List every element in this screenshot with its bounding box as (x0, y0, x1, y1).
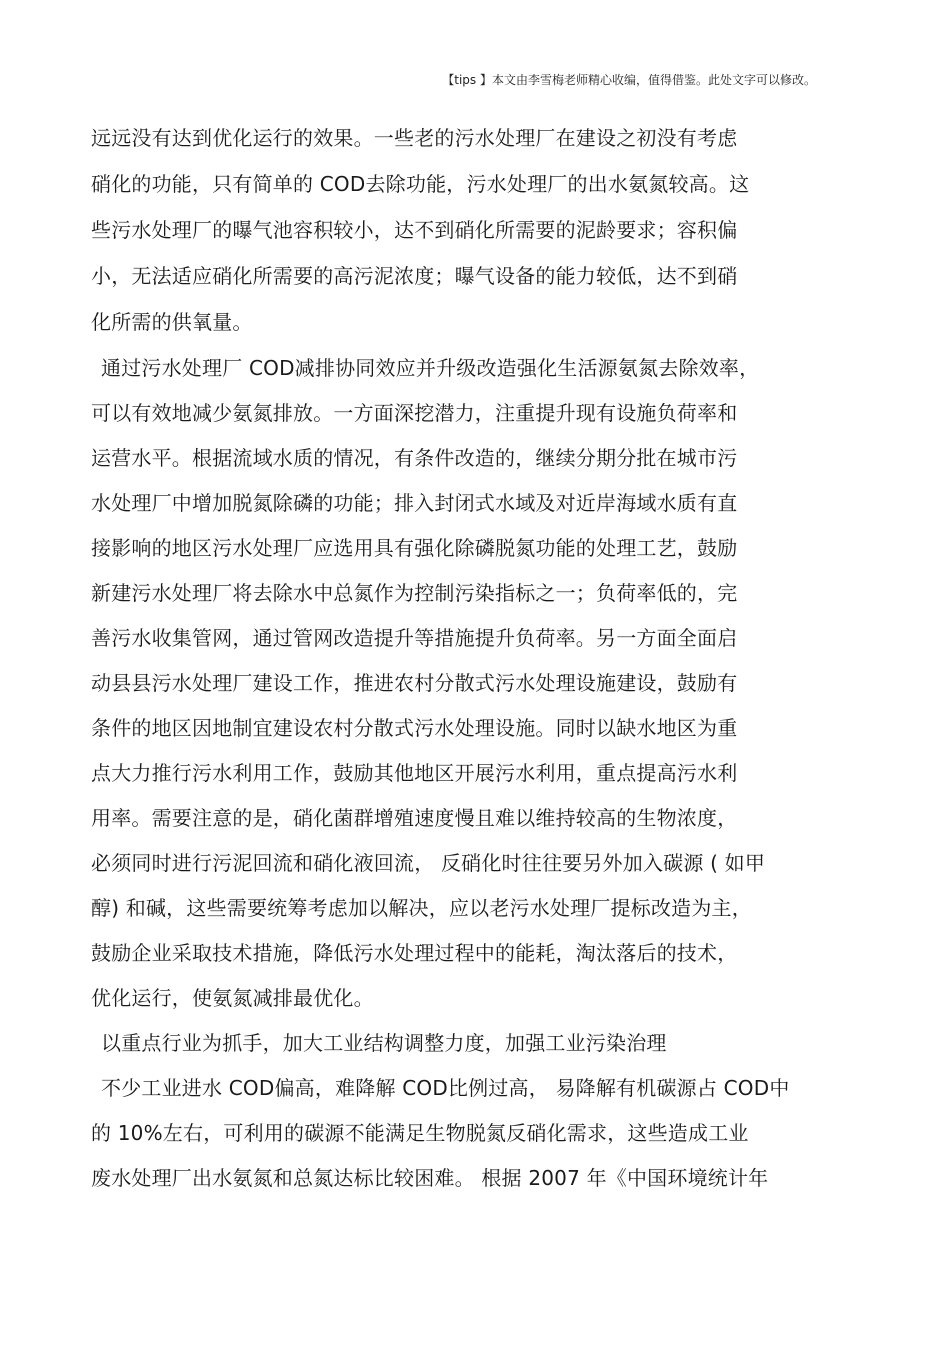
text-line: 不少工业进水 COD偏高，难降解 COD比例过高， 易降解有机碳源占 COD中 (101, 1076, 790, 1100)
text-line: 用率。需要注意的是，硝化菌群增殖速度慢且难以维持较高的生物浓度， (91, 806, 738, 830)
text-line: 优化运行，使氨氮减排最优化。 (91, 986, 374, 1010)
text-line: 新建污水处理厂将去除水中总氮作为控制污染指标之一；负荷率低的，完 (91, 581, 738, 605)
text-line: 善污水收集管网，通过管网改造提升等措施提升负荷率。另一方面全面启 (91, 626, 738, 650)
text-line: 醇) 和碱，这些需要统筹考虑加以解决，应以老污水处理厂提标改造为主， (91, 896, 752, 920)
text-line: 以重点行业为抓手，加大工业结构调整力度，加强工业污染治理 (101, 1031, 667, 1055)
text-line: 些污水处理厂的曝气池容积较小，达不到硝化所需要的泥龄要求；容积偏 (91, 218, 738, 242)
header-tip: 【tips 】本文由李雪梅老师精心收编，值得借鉴。此处文字可以修改。 (442, 73, 816, 87)
text-line: 运营水平。根据流域水质的情况，有条件改造的，继续分期分批在城市污 (91, 446, 738, 470)
text-line: 接影响的地区污水处理厂应选用具有强化除磷脱氮功能的处理工艺，鼓励 (91, 536, 738, 560)
text-line: 硝化的功能，只有简单的 COD去除功能，污水处理厂的出水氨氮较高。这 (91, 172, 750, 196)
text-line: 废水处理厂出水氨氮和总氮达标比较困难。 根据 2007 年《中国环境统计年 (91, 1166, 769, 1190)
text-line: 远远没有达到优化运行的效果。一些老的污水处理厂在建设之初没有考虑 (91, 126, 738, 150)
text-line: 的 10%左右，可利用的碳源不能满足生物脱氮反硝化需求，这些造成工业 (91, 1121, 749, 1145)
text-line: 鼓励企业采取技术措施，降低污水处理过程中的能耗，淘汰落后的技术， (91, 941, 738, 965)
text-line: 点大力推行污水利用工作，鼓励其他地区开展污水利用，重点提高污水利 (91, 761, 738, 785)
text-line: 小，无法适应硝化所需要的高污泥浓度；曝气设备的能力较低，达不到硝 (91, 264, 738, 288)
text-line: 动县县污水处理厂建设工作，推进农村分散式污水处理设施建设，鼓励有 (91, 671, 738, 695)
text-line: 水处理厂中增加脱氮除磷的功能；排入封闭式水域及对近岸海域水质有直 (91, 491, 738, 515)
text-line: 条件的地区因地制宜建设农村分散式污水处理设施。同时以缺水地区为重 (91, 716, 738, 740)
text-line: 可以有效地减少氨氮排放。一方面深挖潜力，注重提升现有设施负荷率和 (91, 401, 738, 425)
text-line: 必须同时进行污泥回流和硝化液回流， 反硝化时往往要另外加入碳源 ( 如甲 (91, 851, 766, 875)
text-line: 通过污水处理厂 COD减排协同效应并升级改造强化生活源氨氮去除效率， (101, 356, 760, 380)
text-line: 化所需的供氧量。 (91, 310, 253, 334)
